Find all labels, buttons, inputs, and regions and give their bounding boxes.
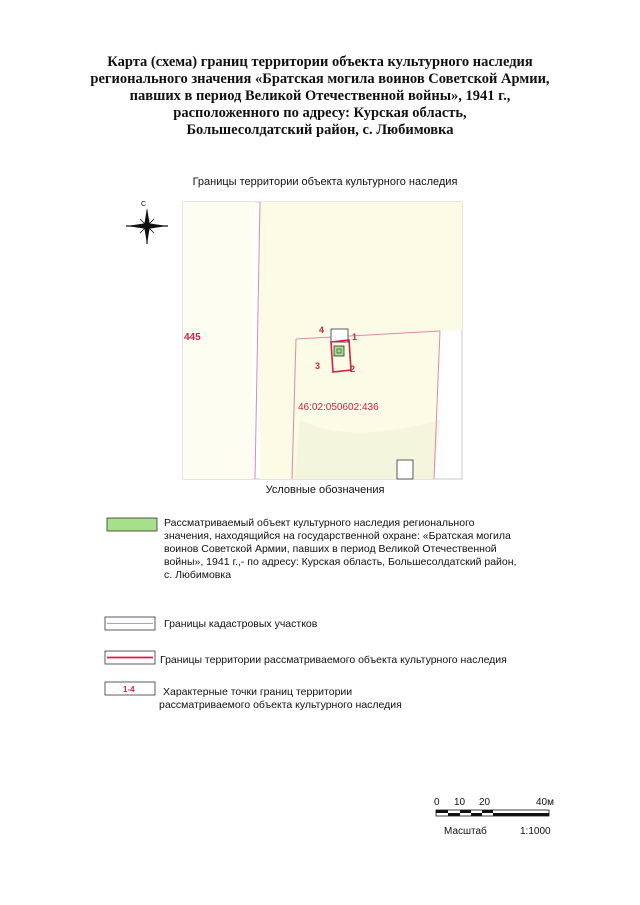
title-line-3: павших в период Великой Отечественной войны», 1941 г., — [129, 88, 511, 104]
legend-item-cadastral: Границы кадастровых участков — [164, 618, 318, 630]
title-line-1: Карта (схема) границ территории объекта культурного наследия — [107, 54, 533, 70]
parcel-label-445: 445 — [184, 332, 201, 343]
cadastral-number-label: 46:02:050602:436 — [298, 402, 379, 413]
north-label: С — [141, 201, 147, 208]
legend-item-points: Характерные точки границ территории рассматриваемого объекта культурного наследия — [159, 686, 402, 711]
title-line-5: Большесолдатский район, с. Любимовка — [186, 122, 454, 138]
building-outline — [397, 460, 413, 479]
point-label-2: 2 — [350, 364, 356, 374]
legend-points-label: 1-4 — [123, 685, 135, 694]
legend-item-object: Рассматриваемый объект культурного наследия регионального значения, находящийся на государственной охране: «Братская могила воинов Советской Армии, павших в период Великой Отечественной войны», 1941 г.,- по адресу: Курская область, Большесолдатский район, с. Любимовка — [164, 517, 517, 581]
title-line-2: регионального значения «Братская могила воинов Советской Армии, — [90, 71, 550, 87]
map-title: Границы территории объекта культурного наследия — [192, 176, 458, 188]
scale-label: Масштаб — [444, 826, 487, 837]
legend-title: Условные обозначения — [265, 484, 385, 496]
point-label-1: 1 — [352, 332, 358, 342]
scale-tick-20: 20 — [479, 797, 491, 808]
legend-symbol-object — [107, 518, 157, 531]
scale-tick-10: 10 — [454, 797, 466, 808]
scale-ratio: 1:1000 — [520, 826, 551, 837]
scale-bar — [436, 810, 549, 816]
title-line-4: расположенного по адресу: Курская область, — [173, 105, 467, 121]
north-arrow-icon — [126, 201, 168, 244]
legend-item-boundary: Границы территории рассматриваемого объекта культурного наследия — [160, 654, 507, 666]
point-label-4: 4 — [319, 325, 325, 335]
heritage-object — [334, 346, 344, 356]
point-label-3: 3 — [315, 361, 321, 371]
scale-tick-40: 40м — [536, 797, 554, 808]
scale-tick-0: 0 — [434, 797, 440, 808]
